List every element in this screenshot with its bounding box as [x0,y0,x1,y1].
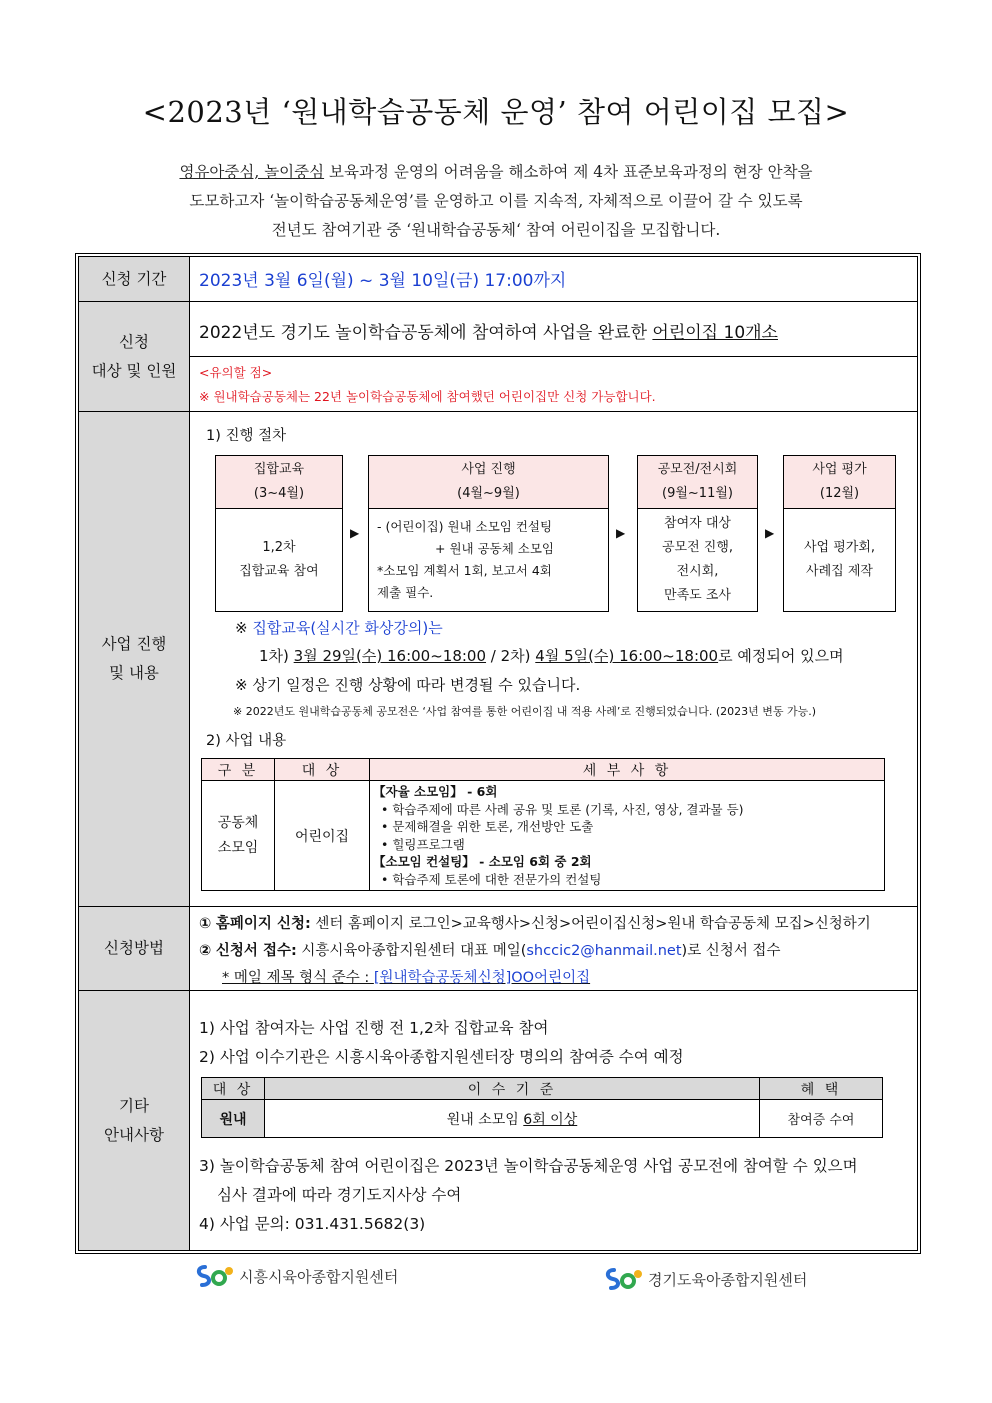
table-header: 구 분 [202,759,275,781]
completion-table [201,1077,883,1138]
row-divider [79,990,917,991]
table-cell: 참여증 수여 [760,1100,883,1138]
row-divider [189,356,917,357]
row-divider [79,906,917,907]
method-item-email: ② 신청서 접수: 시흥시육아종합지원센터 대표 메일(shccic2@hanmail.net)로 신청서 접수 [199,943,781,959]
step-box: 사업 평가 (12월) 사업 평가회, 사례집 제작 [783,455,896,612]
table-header: 이 수 기 준 [265,1078,760,1100]
target-note-text: ※ 원내학습공동체는 22년 놀이학습공동체에 참여했던 어린이집만 신청 가능합니다. [199,389,656,404]
table-cell: 원내 [202,1100,265,1138]
content-title: 2) 사업 내용 [206,733,287,749]
table-cell: 어린이집 [275,781,370,891]
procedure-title: 1) 진행 절차 [206,428,287,444]
arrow-icon: ▶ [765,526,775,540]
intro-paragraph [60,158,932,245]
row-divider [79,411,917,412]
arrow-icon: ▶ [616,526,626,540]
table-header: 대 상 [202,1078,265,1100]
table-cell: 공동체 소모임 [202,781,275,891]
etc-item-3: 3) 놀이학습공동체 참여 어린이집은 2023년 놀이학습공동체운영 사업 공모전에 참여할 수 있으며 [199,1157,858,1175]
etc-item-2: 2) 사업 이수기관은 시흥시육아종합지원센터장 명의의 참여증 수여 예정 [199,1048,684,1066]
intro-line3: 전년도 참여기관 중 ‘원내학습공동체‘ 참여 어린이집을 모집합니다. [271,221,721,239]
period-value: 2023년 3월 6일(월) ~ 3월 10일(금) 17:00까지 [199,271,567,291]
note-training-dates: 1차) 3월 29일(수) 16:00~18:00 / 2차) 4월 5일(수) 16:00~18:00로 예정되어 있으며 [259,647,844,665]
note-schedule-change: ※ 상기 일정은 진행 상황에 따라 변경될 수 있습니다. [235,676,581,694]
table-header: 세 부 사 항 [370,759,885,781]
email-link[interactable]: shccic2@hanmail.net [526,943,682,959]
column-divider [189,257,190,1250]
note-contest: ※ 2022년도 원내학습공동체 공모전은 ‘사업 참여를 통한 어린이집 내 적용 사례’로 진행되었습니다. (2023년 변동 가능.) [233,705,817,718]
method-item-homepage: ① 홈페이지 신청: 센터 홈페이지 로그인>교육행사>신청>어린이집신청>원내 학습공동체 모집>신청하기 [199,916,871,932]
logo-siheung: 시흥시육아종합지원센터 [195,1263,398,1289]
content-table [201,758,885,891]
arrow-icon: ▶ [350,526,360,540]
step-box: 집합교육 (3~4월) 1,2차 집합교육 참여 [215,455,343,612]
intro-line1: 보육과정 운영의 어려움을 해소하여 제 4차 표준보육과정의 현장 안착을 [324,163,813,181]
logo-gyeonggi: 경기도육아종합지원센터 [604,1266,807,1292]
label-target: 신청 대상 및 인원 [79,302,189,411]
label-period: 신청 기간 [79,257,189,301]
table-cell: 원내 소모임 6회 이상 [265,1100,760,1138]
label-progress: 사업 진행 및 내용 [79,412,189,906]
intro-line2: 도모하고자 ‘놀이학습공동체운영’를 운영하고 이를 지속적, 자체적으로 이끌어 갈 수 있도록 [189,192,803,210]
etc-item-1: 1) 사업 참여자는 사업 진행 전 1,2차 집합교육 참여 [199,1019,549,1037]
step-box: 공모전/전시회 (9월~11월) 참여자 대상 공모전 진행, 전시회, 만족도 조사 [637,455,758,612]
etc-item-4: 4) 사업 문의: 031.431.5682(3) [199,1215,426,1233]
table-header: 혜 택 [760,1078,883,1100]
note-online-training: ※ 집합교육(실시간 화상강의)는 [235,619,443,637]
label-method: 신청방법 [79,907,189,990]
method-mail-format: * 메일 제목 형식 준수 : [원내학습공동체신청]OO어린이집 [222,970,591,986]
table-header: 대 상 [275,759,370,781]
logo-mark-icon [195,1263,235,1289]
target-note-title: <유의할 점> [199,365,273,380]
label-etc: 기타 안내사항 [79,991,189,1250]
logo-mark-icon [604,1266,644,1292]
etc-item-3-cont: 심사 결과에 따라 경기도지사상 수여 [217,1186,462,1204]
page-title: <2023년 ‘원내학습공동체 운영’ 참여 어린이집 모집> [142,95,850,129]
target-text: 2022년도 경기도 놀이학습공동체에 참여하여 사업을 완료한 어린이집 10개소 [199,323,778,343]
detail-cell: 【자율 소모임】 - 6회 • 학습주제에 따른 사례 공유 및 토론 (기록, 사진, 영상, 결과물 등) • 문제해결을 위한 토론, 개선방안 도출 • 힐링프로그램 【소모임 컨설팅】 - 소모임 6회 중 2회 • 학습주제 토론에 대한 전문가의 컨설팅 [370,781,885,891]
step-box: 사업 진행 (4월~9월) - (어린이집) 원내 소모임 컨설팅 + 원내 공동체 소모임 *소모임 계획서 1회, 보고서 4회 제출 필수. [368,455,609,612]
intro-emphasis: 영유아중심, 놀이중심 [179,163,325,181]
row-divider [79,301,917,302]
